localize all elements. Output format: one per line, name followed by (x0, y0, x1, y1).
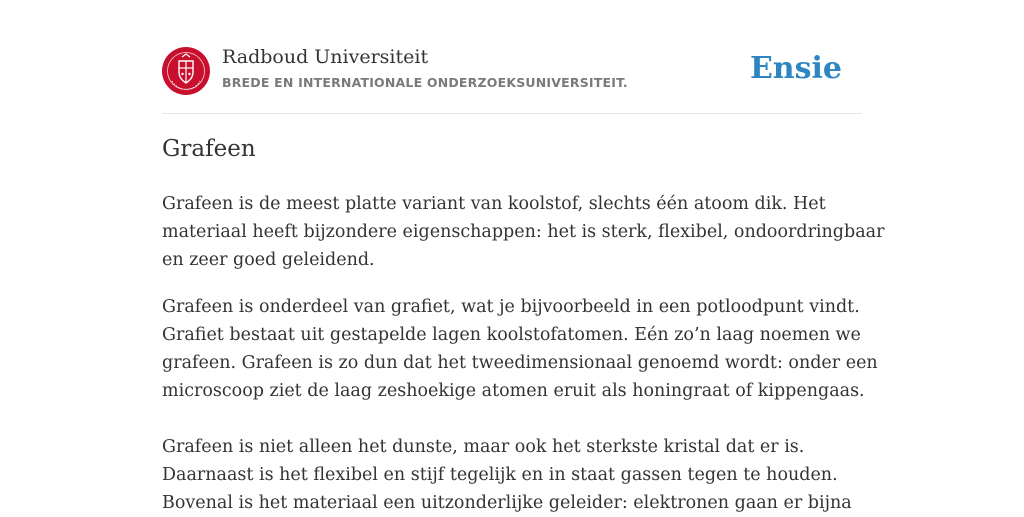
university-name: Radboud Universiteit (222, 46, 429, 68)
article-title: Grafeen (162, 136, 256, 162)
paragraph-line: en zeer goed geleidend. (162, 250, 375, 270)
paragraph-line: Daarnaast is het flexibel en stijf tegelijk en in staat gassen tegen te houden. (162, 465, 838, 485)
paragraph-line: materiaal heeft bijzondere eigenschappen: het is sterk, flexibel, ondoordringbaar (162, 222, 885, 242)
paragraph-line: microscoop ziet de laag zeshoekige atomen eruit als honingraat of kippengaas. (162, 381, 865, 401)
ensie-logo-link[interactable]: Ensie (749, 51, 842, 86)
university-tagline: BREDE EN INTERNATIONALE ONDERZOEKSUNIVERSITEIT. (222, 75, 628, 90)
paragraph-line: Grafiet bestaat uit gestapelde lagen koolstofatomen. Eén zo’n laag noemen we (162, 325, 861, 345)
paragraph-line: Grafeen is onderdeel van grafiet, wat je bijvoorbeeld in een potloodpunt vindt. (162, 297, 860, 317)
university-seal-icon (162, 47, 210, 95)
header-divider (162, 113, 862, 114)
paragraph-line: grafeen. Grafeen is zo dun dat het tweedimensionaal genoemd wordt: onder een (162, 353, 878, 373)
article-paragraph-2 (162, 293, 878, 405)
site-header (162, 46, 862, 96)
paragraph-line: Bovenal is het materiaal een uitzonderlijke geleider: elektronen gaan er bijna (162, 493, 852, 513)
paragraph-line: Grafeen is niet alleen het dunste, maar ook het sterkste kristal dat er is. (162, 437, 805, 457)
paragraph-line: Grafeen is de meest platte variant van koolstof, slechts één atoom dik. Het (162, 194, 826, 214)
article-paragraph-3 (162, 433, 862, 517)
article-paragraph-1 (162, 190, 885, 274)
